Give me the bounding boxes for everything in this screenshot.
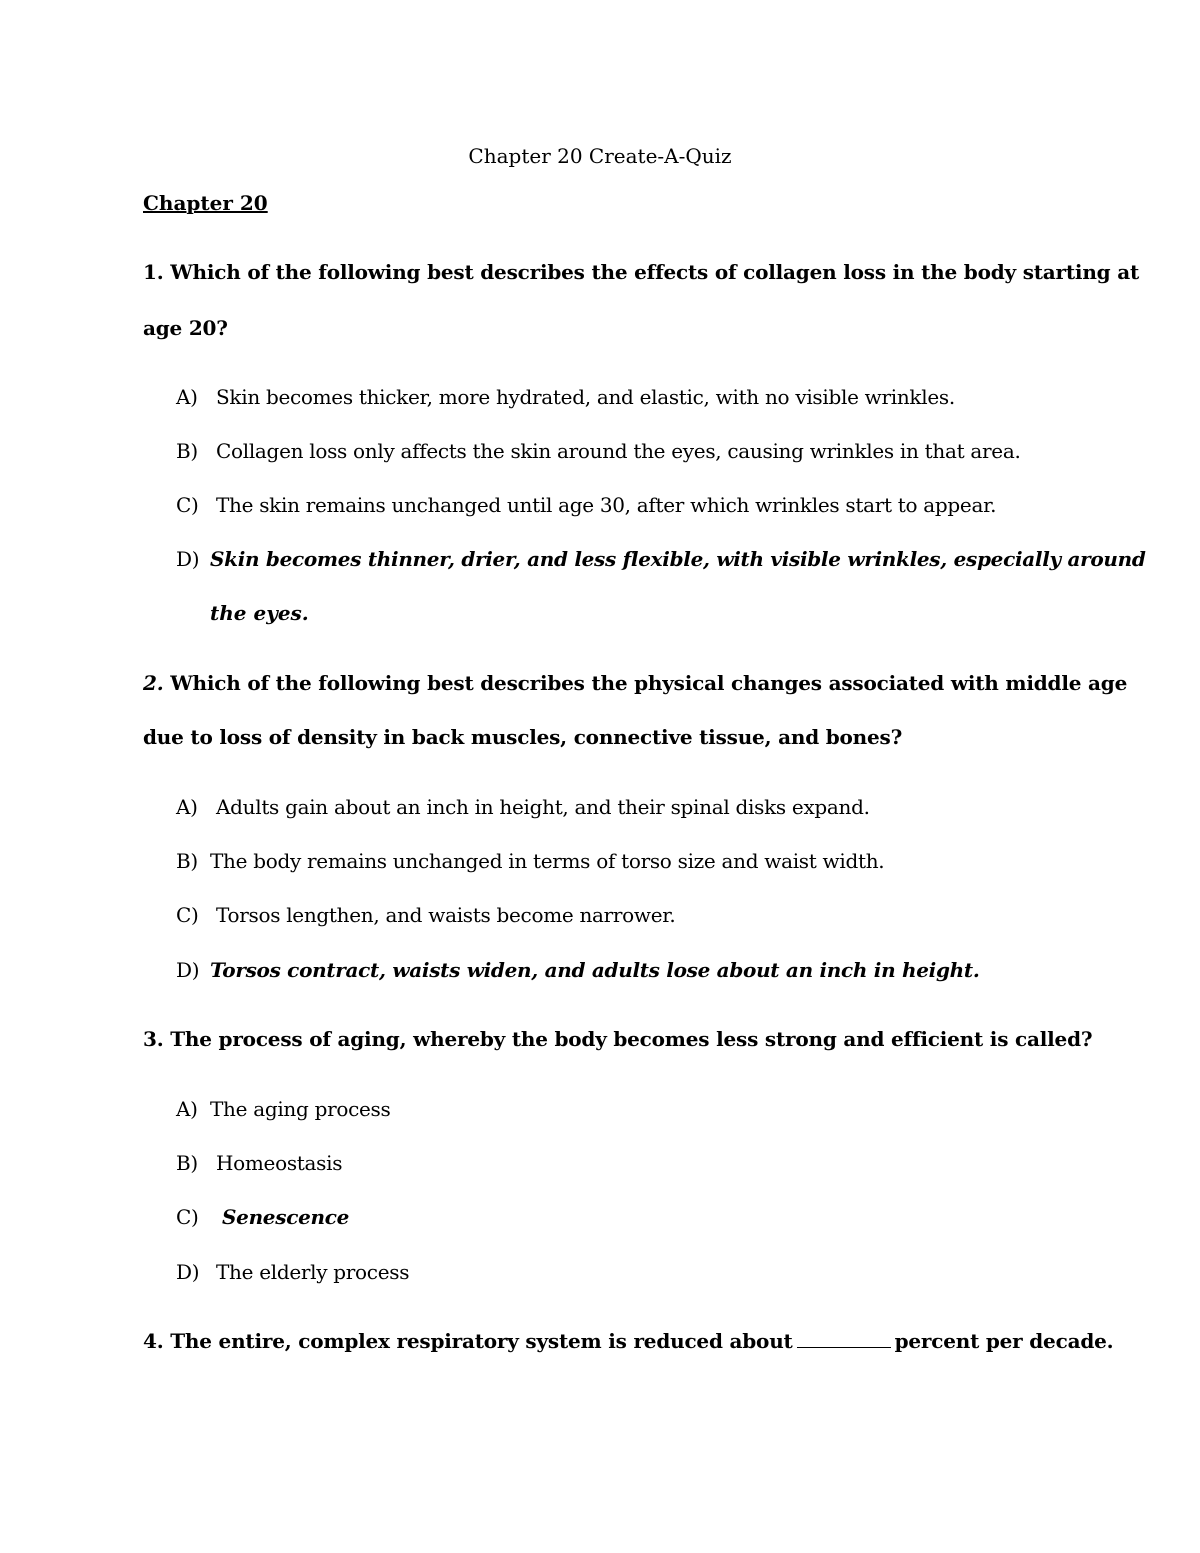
option-letter: A) — [176, 1097, 198, 1121]
correct-answer-text: Torsos contract, waists widen, and adults lose about an inch in height. — [210, 958, 980, 982]
option-letter: C) — [176, 903, 199, 927]
option-text: Collagen loss only affects the skin around the eyes, causing wrinkles in that area. — [216, 439, 1021, 463]
question-2-option-a — [176, 794, 870, 820]
question-4-number: 4. — [143, 1329, 164, 1353]
question-2-line-2: due to loss of density in back muscles, connective tissue, and bones? — [143, 725, 903, 749]
question-3-option-d — [176, 1259, 409, 1285]
question-1-text: Which of the following best describes the effects of collagen loss in the body starting at — [170, 260, 1140, 284]
question-3-text: The process of aging, whereby the body becomes less strong and efficient is called? — [170, 1027, 1093, 1051]
option-letter: D) — [176, 547, 200, 571]
question-1-option-d-continued: the eyes. — [210, 601, 309, 625]
question-2-option-b — [176, 848, 884, 874]
question-1-number: 1. — [143, 260, 164, 284]
answer-blank — [797, 1329, 891, 1348]
question-4-text-before: The entire, complex respiratory system is reduced about — [170, 1329, 793, 1353]
option-text: Adults gain about an inch in height, and their spinal disks expand. — [216, 795, 870, 819]
question-2-line-1 — [143, 670, 1127, 696]
option-letter: D) — [176, 958, 200, 982]
option-text: The aging process — [210, 1097, 391, 1121]
question-3-line-1 — [143, 1026, 1092, 1052]
question-3-option-c — [176, 1204, 349, 1230]
question-1-option-d — [176, 546, 1146, 572]
question-1-line-2: age 20? — [143, 316, 228, 340]
option-text: The elderly process — [216, 1260, 410, 1284]
question-3-option-a — [176, 1096, 390, 1122]
question-1-option-a — [176, 384, 955, 410]
question-2-option-d — [176, 957, 979, 983]
question-1-option-c — [176, 492, 996, 518]
correct-answer-text: Skin becomes thinner, drier, and less flexible, with visible wrinkles, especially around — [210, 547, 1146, 571]
question-3-option-b — [176, 1150, 342, 1176]
page-title: Chapter 20 Create-A-Quiz — [468, 144, 732, 168]
question-1-line-1 — [143, 259, 1139, 285]
option-letter: B) — [176, 1151, 198, 1175]
option-text: The skin remains unchanged until age 30, after which wrinkles start to appear. — [216, 493, 997, 517]
question-4-line-1 — [143, 1328, 1113, 1354]
option-letter: C) — [176, 1205, 199, 1229]
option-letter: B) — [176, 849, 198, 873]
option-text: Torsos lengthen, and waists become narrower. — [216, 903, 676, 927]
chapter-heading: Chapter 20 — [143, 191, 268, 215]
question-4-text-after: percent per decade. — [894, 1329, 1114, 1353]
question-1-option-b — [176, 438, 1021, 464]
option-letter: C) — [176, 493, 199, 517]
option-letter: A) — [176, 795, 198, 819]
option-letter: B) — [176, 439, 198, 463]
question-2-option-c — [176, 902, 675, 928]
option-letter: D) — [176, 1260, 200, 1284]
option-letter: A) — [176, 385, 198, 409]
question-3-number: 3. — [143, 1027, 164, 1051]
option-text: The body remains unchanged in terms of torso size and waist width. — [210, 849, 885, 873]
option-text: Skin becomes thicker, more hydrated, and elastic, with no visible wrinkles. — [216, 385, 955, 409]
question-2-number: 2. — [143, 671, 164, 695]
correct-answer-text: Senescence — [222, 1205, 350, 1229]
option-text: Homeostasis — [216, 1151, 343, 1175]
question-2-text: Which of the following best describes the physical changes associated with middle age — [170, 671, 1128, 695]
